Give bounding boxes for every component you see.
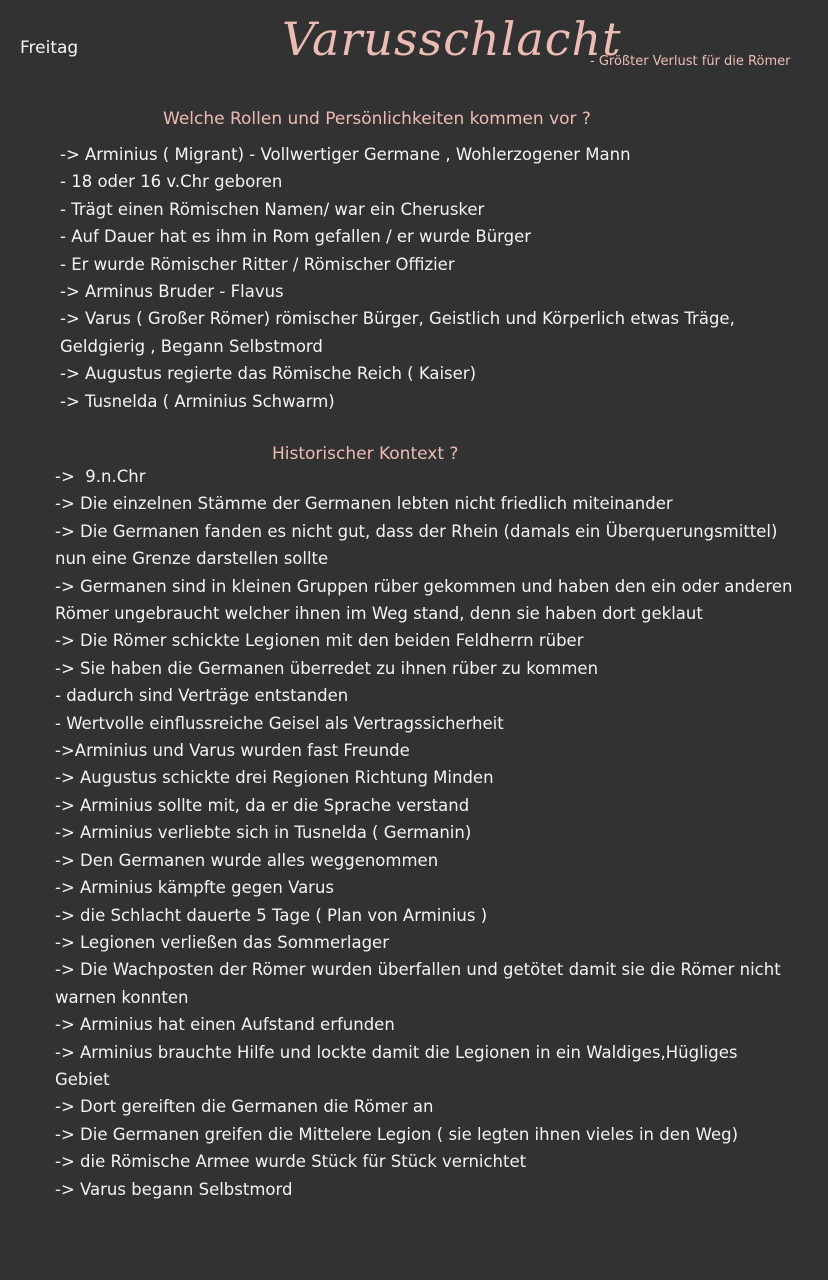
list-item: -> Augustus schickte drei Regionen Richtung Minden (55, 768, 494, 788)
list-item: - Auf Dauer hat es ihm in Rom gefallen / er wurde Bürger (60, 227, 532, 247)
section-heading-roles: Welche Rollen und Persönlichkeiten kommen vor ? (163, 109, 591, 129)
list-item: -> Augustus regierte das Römische Reich ( Kaiser) (60, 364, 477, 384)
page-title: Varusschlacht (282, 12, 622, 66)
context-list (55, 463, 798, 1203)
list-item: - dadurch sind Verträge entstanden (55, 686, 349, 706)
list-item: - 18 oder 16 v.Chr geboren (60, 172, 283, 192)
list-item: -> Dort gereiften die Germanen die Römer an (55, 1097, 434, 1117)
section-heading-context: Historischer Kontext ? (272, 444, 459, 464)
list-item: - Er wurde Römischer Ritter / Römischer Offizier (60, 254, 455, 274)
list-item: -> 9.n.Chr (55, 467, 146, 486)
list-item: -> die Schlacht dauerte 5 Tage ( Plan von Arminius ) (55, 905, 488, 925)
list-item: -> Tusnelda ( Arminius Schwarm) (60, 391, 335, 411)
list-item: -> Die Germanen fanden es nicht gut, dass der Rhein (damals ein Überquerungsmittel) nun eine Grenze darstellen sollte (55, 521, 783, 569)
list-item: -> Arminius verliebte sich in Tusnelda ( Germanin) (55, 823, 472, 843)
list-item: -> Arminus Bruder - Flavus (60, 282, 284, 302)
list-item: -> Varus ( Großer Römer) römischer Bürger, Geistlich und Körperlich etwas Träge, Geldgierig , Begann Selbstmord (60, 309, 741, 356)
list-item: -> Die Germanen greifen die Mittelere Legion ( sie legten ihnen vieles in den Weg) (55, 1124, 739, 1144)
list-item: -> die Römische Armee wurde Stück für Stück vernichtet (55, 1152, 527, 1172)
list-item: -> Die einzelnen Stämme der Germanen lebten nicht friedlich miteinander (55, 494, 673, 514)
day-label: Freitag (20, 38, 79, 58)
list-item: -> Sie haben die Germanen überredet zu ihnen rüber zu kommen (55, 658, 599, 678)
list-item: -> Germanen sind in kleinen Gruppen rüber gekommen und haben den ein oder anderen Römer ungebraucht welcher ihnen im Weg stand, denn sie haben dort geklaut (55, 576, 798, 624)
list-item: -> Varus begann Selbstmord (55, 1179, 293, 1199)
list-item: -> Legionen verließen das Sommerlager (55, 932, 389, 952)
list-item: -> Arminius sollte mit, da er die Sprache verstand (55, 795, 470, 815)
list-item: -> Arminius hat einen Aufstand erfunden (55, 1015, 395, 1035)
list-item: -> Die Römer schickte Legionen mit den beiden Feldherrn rüber (55, 631, 584, 651)
list-item: - Wertvolle einflussreiche Geisel als Vertragssicherheit (55, 713, 504, 733)
list-item: - Trägt einen Römischen Namen/ war ein Cherusker (60, 199, 485, 219)
list-item: -> Den Germanen wurde alles weggenommen (55, 850, 439, 870)
list-item: -> Arminius kämpfte gegen Varus (55, 878, 335, 898)
page-subtitle: - Größter Verlust für die Römer (590, 54, 791, 69)
list-item: ->Arminius und Varus wurden fast Freunde (55, 741, 410, 761)
list-item: -> Arminius brauchte Hilfe und lockte damit die Legionen in ein Waldiges,Hügliges Gebiet (55, 1042, 743, 1089)
roles-list (60, 141, 760, 415)
list-item: -> Die Wachposten der Römer wurden überfallen und getötet damit sie die Römer nicht warnen konnten (55, 960, 786, 1007)
list-item: -> Arminius ( Migrant) - Vollwertiger Germane , Wohlerzogener Mann (60, 145, 631, 164)
